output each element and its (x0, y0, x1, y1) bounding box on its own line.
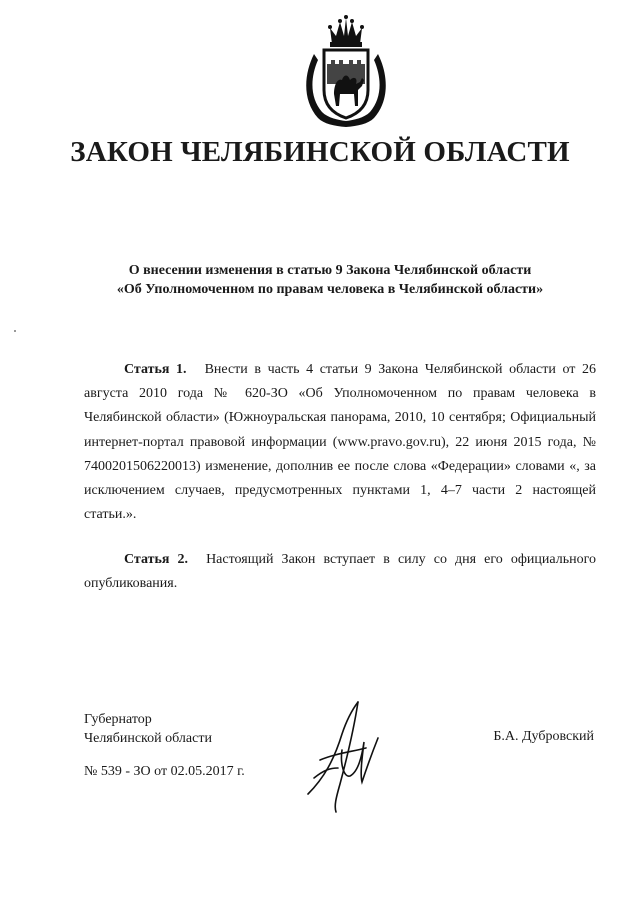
law-subtitle-line-2: «Об Уполномоченном по правам человека в Челябинской области» (116, 282, 544, 297)
governor-name: Б.А. Дубровский (493, 729, 594, 744)
article-2-text: Настоящий Закон вступает в силу со дня его официального опубликования. (84, 552, 596, 592)
coat-of-arms-emblem (294, 14, 398, 130)
article-1 (84, 358, 596, 527)
registration-number-date: № 539 - ЗО от 02.05.2017 г. (84, 764, 245, 779)
governor-position-line-1: Губернатор (84, 712, 152, 727)
document-title: ЗАКОН ЧЕЛЯБИНСКОЙ ОБЛАСТИ (70, 136, 570, 168)
article-2 (84, 548, 596, 596)
law-subtitle-line-1: О внесении изменения в статью 9 Закона Челябинской области (128, 263, 532, 278)
crown-icon (328, 15, 364, 47)
handwritten-signature (300, 698, 390, 816)
governor-position (84, 710, 212, 748)
article-1-label: Статья 1. (124, 362, 187, 377)
article-2-label: Статья 2. (124, 552, 189, 567)
governor-position-line-2: Челябинской области (84, 731, 212, 746)
scan-artifact-dot (14, 330, 16, 332)
article-1-text: Внести в часть 4 статьи 9 Закона Челябинской области от 26 августа 2010 года № 620-ЗО «Об Уполномоченном по правам человека в Челябинской области» (Южноуральская панорама, 2010, 10 сентября; Официальный интернет-портал правовой информации (www.pravo.gov.ru), 22 июня 2015 года, № 7400201506220013) изменение, дополнив ее после слова «Федерации» словами «, за исключением случаев, предусмотренных пунктами 1, 4–7 части 2 настоящей статьи.». (84, 362, 596, 523)
